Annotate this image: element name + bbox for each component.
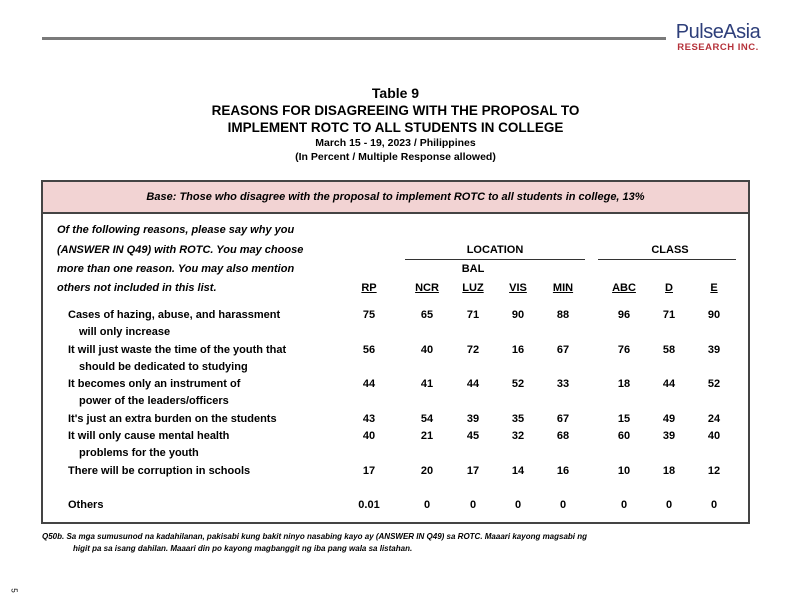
table-cell: 56 bbox=[362, 344, 376, 356]
table-cell: 45 bbox=[466, 430, 480, 442]
row-label: It will only cause mental health bbox=[68, 430, 230, 442]
column-header: VIS bbox=[509, 282, 527, 294]
table-cell: 0 bbox=[710, 499, 718, 511]
row-label: It's just an extra burden on the students bbox=[68, 413, 277, 425]
row-label: It becomes only an instrument of bbox=[68, 378, 241, 390]
column-header: E bbox=[710, 282, 718, 294]
column-header: NCR bbox=[415, 282, 439, 294]
table-cell: 65 bbox=[420, 309, 434, 321]
table-cell: 71 bbox=[466, 309, 480, 321]
table-cell: 17 bbox=[466, 465, 480, 477]
table-cell: 67 bbox=[556, 413, 570, 425]
column-header: D bbox=[665, 282, 673, 294]
table-cell: 54 bbox=[420, 413, 434, 425]
row-label-continued: will only increase bbox=[79, 326, 171, 338]
brand-name: PulseAsia bbox=[675, 21, 761, 43]
table-cell: 18 bbox=[662, 465, 676, 477]
group-header-location: LOCATION bbox=[466, 244, 524, 256]
class-rule bbox=[598, 259, 736, 260]
group-header-class: CLASS bbox=[651, 244, 689, 256]
table-cell: 60 bbox=[617, 430, 631, 442]
row-label-continued: problems for the youth bbox=[79, 447, 199, 459]
question-line: (ANSWER IN Q49) with ROTC. You may choose bbox=[57, 244, 304, 256]
row-label-continued: should be dedicated to studying bbox=[79, 361, 248, 373]
brand-logo bbox=[668, 22, 768, 53]
table-cell: 20 bbox=[420, 465, 434, 477]
table-cell: 0 bbox=[469, 499, 477, 511]
table-cell: 0 bbox=[423, 499, 431, 511]
table-cell: 18 bbox=[617, 378, 631, 390]
table-cell: 44 bbox=[662, 378, 676, 390]
table-cell: 44 bbox=[362, 378, 376, 390]
table-cell: 16 bbox=[556, 465, 570, 477]
table-cell: 76 bbox=[617, 344, 631, 356]
footnote-line2: higit pa sa isang dahilan. Maaari din po kayong magbanggit ng iba pang wala sa listahan. bbox=[73, 544, 413, 553]
location-rule bbox=[405, 259, 585, 260]
bal-label: BAL bbox=[461, 263, 485, 275]
row-label: It will just waste the time of the youth that bbox=[68, 344, 287, 356]
footnote-line1: Q50b. Sa mga sumusunod na kadahilanan, pakisabi kung bakit ninyo nasabing kayo ay (ANSWER IN Q49) sa ROTC. Maaari kayong magsabi ng bbox=[42, 532, 588, 541]
table-cell: 71 bbox=[662, 309, 676, 321]
table-cell: 40 bbox=[420, 344, 434, 356]
table-cell: 0 bbox=[620, 499, 628, 511]
table-cell: 39 bbox=[466, 413, 480, 425]
table-cell: 58 bbox=[662, 344, 676, 356]
table-cell: 41 bbox=[420, 378, 434, 390]
table-label: Table 9 bbox=[371, 85, 420, 101]
table-cell: 68 bbox=[556, 430, 570, 442]
table-cell: 33 bbox=[556, 378, 570, 390]
table-units: (In Percent / Multiple Response allowed) bbox=[295, 151, 496, 163]
table-cell: 90 bbox=[511, 309, 525, 321]
table-cell: 40 bbox=[707, 430, 721, 442]
table-cell: 17 bbox=[362, 465, 376, 477]
brand-subtitle: RESEARCH INC. bbox=[677, 42, 759, 53]
question-line: Of the following reasons, please say why you bbox=[57, 224, 295, 236]
table-cell: 72 bbox=[466, 344, 480, 356]
header-rule bbox=[42, 37, 666, 40]
question-line: more than one reason. You may also mention bbox=[57, 263, 295, 275]
row-label: Others bbox=[68, 499, 104, 511]
table-cell: 39 bbox=[662, 430, 676, 442]
base-description: Base: Those who disagree with the proposal to implement ROTC to all students in college, 13% bbox=[43, 182, 748, 214]
table-cell: 15 bbox=[617, 413, 631, 425]
table-cell: 75 bbox=[362, 309, 376, 321]
table-title-line1: REASONS FOR DISAGREEING WITH THE PROPOSAL TO bbox=[211, 103, 580, 118]
column-header: LUZ bbox=[462, 282, 484, 294]
table-cell: 88 bbox=[556, 309, 570, 321]
table-titles bbox=[0, 85, 791, 164]
table-cell: 0 bbox=[514, 499, 522, 511]
row-label: Cases of hazing, abuse, and harassment bbox=[68, 309, 281, 321]
table-cell: 10 bbox=[617, 465, 631, 477]
column-header: ABC bbox=[612, 282, 636, 294]
table-cell: 16 bbox=[511, 344, 525, 356]
table-cell: 40 bbox=[362, 430, 376, 442]
table-cell: 21 bbox=[420, 430, 434, 442]
table-cell: 67 bbox=[556, 344, 570, 356]
question-line: others not included in this list. bbox=[57, 282, 217, 294]
row-label: There will be corruption in schools bbox=[68, 465, 251, 477]
table-title-line2: IMPLEMENT ROTC TO ALL STUDENTS IN COLLEGE bbox=[227, 120, 564, 135]
table-cell: 44 bbox=[466, 378, 480, 390]
table-cell: 0 bbox=[559, 499, 567, 511]
column-header: MIN bbox=[552, 282, 574, 294]
column-header: RP bbox=[361, 282, 377, 294]
table-cell: 49 bbox=[662, 413, 676, 425]
table-cell: 90 bbox=[707, 309, 721, 321]
table-cell: 24 bbox=[707, 413, 721, 425]
table-cell: 12 bbox=[707, 465, 721, 477]
table-cell: 32 bbox=[511, 430, 525, 442]
table-cell: 0 bbox=[665, 499, 673, 511]
table-cell: 52 bbox=[511, 378, 525, 390]
row-label-continued: power of the leaders/officers bbox=[79, 395, 229, 407]
page-number: 5 bbox=[9, 588, 19, 593]
table-cell: 0.01 bbox=[358, 499, 380, 511]
table-date: March 15 - 19, 2023 / Philippines bbox=[315, 137, 476, 149]
table-cell: 39 bbox=[707, 344, 721, 356]
table-cell: 43 bbox=[362, 413, 376, 425]
table-cell: 96 bbox=[617, 309, 631, 321]
table-cell: 14 bbox=[511, 465, 525, 477]
table-cell: 35 bbox=[511, 413, 525, 425]
table-cell: 52 bbox=[707, 378, 721, 390]
